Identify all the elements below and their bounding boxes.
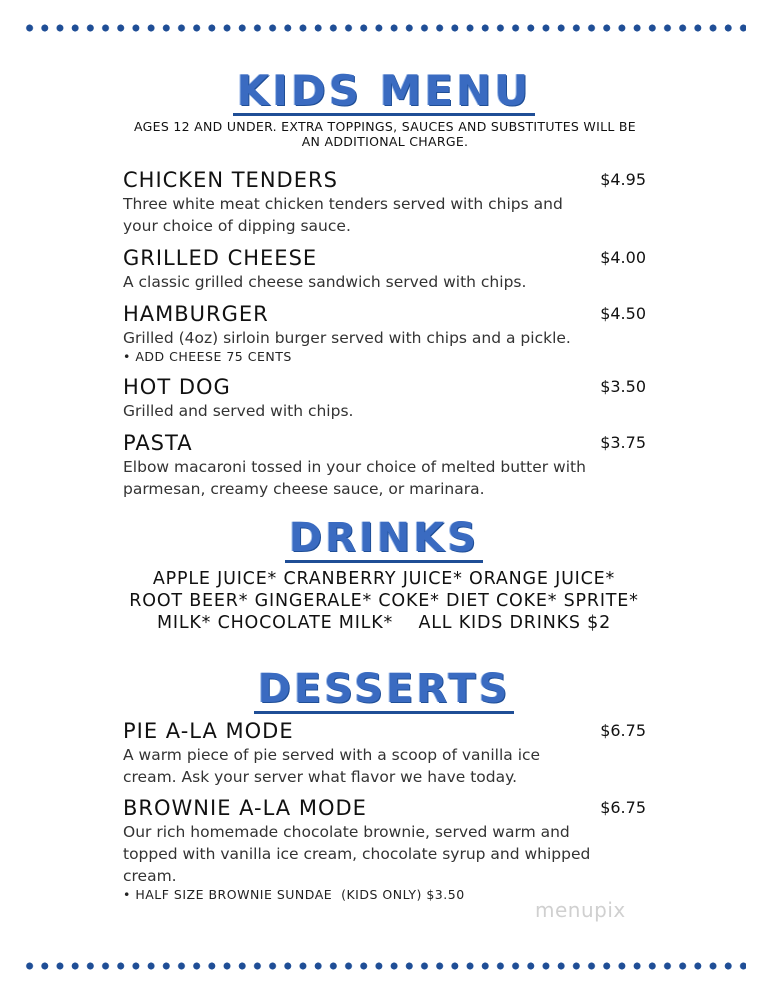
- menu-item-grilled-cheese: [123, 245, 653, 293]
- item-name: PASTA: [123, 431, 193, 455]
- menu-item-hamburger: [123, 301, 653, 365]
- item-name: HOT DOG: [123, 375, 231, 399]
- item-price: $6.75: [600, 721, 646, 740]
- item-price: $6.75: [600, 798, 646, 817]
- item-description: Elbow macaroni tossed in your choice of melted butter with parmesan, creamy cheese sauce, or marinara.: [123, 458, 586, 498]
- menu-item-hot-dog: [123, 374, 653, 422]
- menu-item-chicken-tenders: [123, 167, 653, 237]
- item-description: A classic grilled cheese sandwich served with chips.: [123, 273, 527, 291]
- top-dotted-border: [22, 23, 746, 33]
- item-description: Grilled and served with chips.: [123, 402, 354, 420]
- item-price: $4.00: [600, 248, 646, 267]
- item-name: CHICKEN TENDERS: [123, 168, 338, 192]
- item-description: Grilled (4oz) sirloin burger served with chips and a pickle.: [123, 329, 571, 347]
- menupix-watermark: menupix: [535, 898, 626, 922]
- item-description: A warm piece of pie served with a scoop of vanilla ice cream. Ask your server what flavor we have today.: [123, 746, 541, 786]
- bottom-dotted-border: [22, 961, 746, 971]
- desserts-heading: DESSERTS: [0, 666, 768, 714]
- item-name: BROWNIE A-LA MODE: [123, 796, 367, 820]
- menu-item-brownie-a-la-mode: [123, 795, 653, 903]
- menu-item-pasta: [123, 430, 653, 500]
- item-description: Three white meat chicken tenders served with chips and your choice of dipping sauce.: [123, 195, 563, 235]
- item-name: HAMBURGER: [123, 302, 269, 326]
- item-description: Our rich homemade chocolate brownie, served warm and topped with vanilla ice cream, chocolate syrup and whipped cream.: [123, 823, 591, 885]
- menu-item-pie-a-la-mode: [123, 718, 653, 788]
- item-name: GRILLED CHEESE: [123, 246, 318, 270]
- item-price: $4.95: [600, 170, 646, 189]
- item-price: $3.75: [600, 433, 646, 452]
- item-name: PIE A-LA MODE: [123, 719, 294, 743]
- item-price: $3.50: [600, 377, 646, 396]
- drinks-list: APPLE JUICE* CRANBERRY JUICE* ORANGE JUICE* ROOT BEER* GINGERALE* COKE* DIET COKE* SPRITE* MILK* CHOCOLATE MILK* ALL KIDS DRINKS $2: [129, 569, 639, 633]
- item-extra-note: • ADD CHEESE 75 CENTS: [123, 349, 292, 364]
- item-extra-note: • HALF SIZE BROWNIE SUNDAE (KIDS ONLY) $3.50: [123, 887, 465, 902]
- kids-menu-note: AGES 12 AND UNDER. EXTRA TOPPINGS, SAUCES AND SUBSTITUTES WILL BE AN ADDITIONAL CHARGE.: [134, 119, 636, 149]
- kids-menu-heading: KIDS MENU: [0, 66, 768, 116]
- item-price: $4.50: [600, 304, 646, 323]
- drinks-heading: DRINKS: [0, 515, 768, 563]
